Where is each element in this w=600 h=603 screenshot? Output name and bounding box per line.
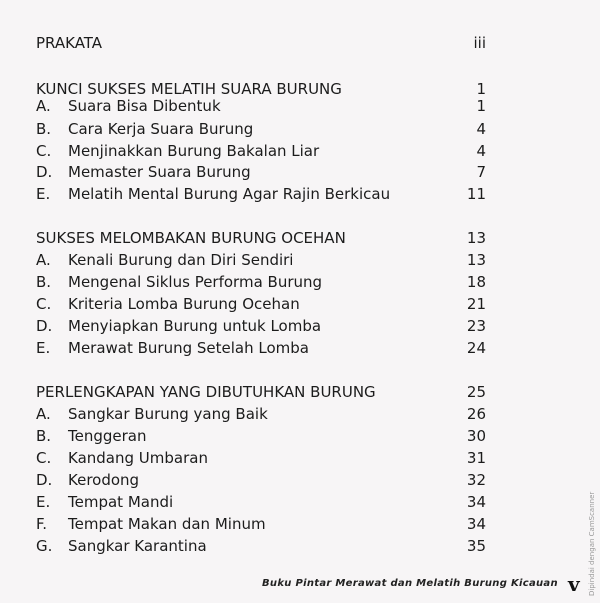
toc-item-page: 30 — [466, 427, 486, 445]
toc-item-title: Kenali Burung dan Diri Sendiri — [68, 251, 294, 269]
toc-item-letter: B. — [36, 273, 52, 291]
toc-item — [36, 270, 486, 294]
toc-item-title: Sangkar Burung yang Baik — [68, 405, 268, 423]
toc-item-page: 34 — [466, 493, 486, 511]
toc-item — [36, 446, 486, 470]
toc-item-title: Kandang Umbaran — [68, 449, 208, 467]
toc-item-page: 21 — [466, 295, 486, 313]
toc-item — [36, 182, 486, 206]
toc-item — [36, 117, 486, 141]
toc-item-letter: A. — [36, 97, 51, 115]
toc-item-page: 24 — [466, 339, 486, 357]
toc-item-letter: D. — [36, 163, 53, 181]
toc-item-letter: A. — [36, 405, 51, 423]
toc-section-title: KUNCI SUKSES MELATIH SUARA BURUNG — [36, 80, 342, 98]
toc-item-letter: B. — [36, 427, 52, 445]
toc-item-letter: G. — [36, 537, 53, 555]
toc-item — [36, 94, 486, 118]
toc-item — [36, 336, 486, 360]
toc-section-title: SUKSES MELOMBAKAN BURUNG OCEHAN — [36, 229, 346, 247]
toc-section-heading — [36, 226, 486, 250]
toc-section-page: 13 — [466, 229, 486, 247]
toc-item — [36, 402, 486, 426]
toc-item-title: Menyiapkan Burung untuk Lomba — [68, 317, 322, 335]
toc-item-page: 13 — [466, 251, 486, 269]
toc-prakata-title: PRAKATA — [36, 34, 103, 52]
toc-item-page: 34 — [466, 515, 486, 533]
toc-item — [36, 534, 486, 558]
toc-section-page: 25 — [466, 383, 486, 401]
toc-item — [36, 424, 486, 448]
toc-item-letter: F. — [36, 515, 47, 533]
toc-section-heading — [36, 380, 486, 404]
toc-item-letter: E. — [36, 493, 51, 511]
toc-item-page: 11 — [466, 185, 486, 203]
toc-item-letter: C. — [36, 449, 52, 467]
toc-item — [36, 314, 486, 338]
toc-item-title: Kriteria Lomba Burung Ocehan — [68, 295, 300, 313]
toc-item — [36, 248, 486, 272]
toc-item-page: 23 — [466, 317, 486, 335]
toc-item-letter: D. — [36, 317, 53, 335]
toc-item-letter: D. — [36, 471, 53, 489]
toc-item-letter: C. — [36, 295, 52, 313]
toc-item-title: Merawat Burung Setelah Lomba — [68, 339, 309, 357]
toc-item-page: 1 — [476, 97, 486, 115]
toc-item-page: 4 — [476, 142, 486, 160]
toc-item-title: Cara Kerja Suara Burung — [68, 120, 254, 138]
toc-item-page: 26 — [466, 405, 486, 423]
toc-row-prakata — [36, 31, 486, 55]
toc-item-title: Menjinakkan Burung Bakalan Liar — [68, 142, 320, 160]
toc-item — [36, 490, 486, 514]
footer-page-number: v — [568, 572, 580, 596]
scanner-watermark: Dipindai dengan CamScanner — [588, 491, 596, 596]
toc-item-title: Kerodong — [68, 471, 140, 489]
toc-item-page: 31 — [466, 449, 486, 467]
toc-item-letter: B. — [36, 120, 52, 138]
toc-item — [36, 468, 486, 492]
toc-item-title: Tempat Mandi — [68, 493, 174, 511]
toc-item — [36, 292, 486, 316]
toc-section-page: 1 — [476, 80, 486, 98]
toc-item-title: Mengenal Siklus Performa Burung — [68, 273, 323, 291]
toc-prakata-page: iii — [473, 34, 486, 52]
toc-item-title: Melatih Mental Burung Agar Rajin Berkicau — [68, 185, 391, 203]
toc-item-page: 18 — [466, 273, 486, 291]
toc-section-title: PERLENGKAPAN YANG DIBUTUHKAN BURUNG — [36, 383, 376, 401]
toc-item-title: Tenggeran — [68, 427, 147, 445]
toc-item-page: 7 — [476, 163, 486, 181]
toc-item-letter: E. — [36, 339, 51, 357]
toc-item-page: 32 — [466, 471, 486, 489]
toc-item-title: Sangkar Karantina — [68, 537, 207, 555]
toc-item-letter: E. — [36, 185, 51, 203]
toc-item-title: Suara Bisa Dibentuk — [68, 97, 221, 115]
toc-item-page: 35 — [466, 537, 486, 555]
toc-item — [36, 512, 486, 536]
toc-item-letter: C. — [36, 142, 52, 160]
toc-item-title: Tempat Makan dan Minum — [68, 515, 266, 533]
toc-item — [36, 160, 486, 184]
toc-item-page: 4 — [476, 120, 486, 138]
toc-item-title: Memaster Suara Burung — [68, 163, 251, 181]
footer-book-title: Buku Pintar Merawat dan Melatih Burung Kicauan — [262, 578, 558, 589]
toc-item-letter: A. — [36, 251, 51, 269]
